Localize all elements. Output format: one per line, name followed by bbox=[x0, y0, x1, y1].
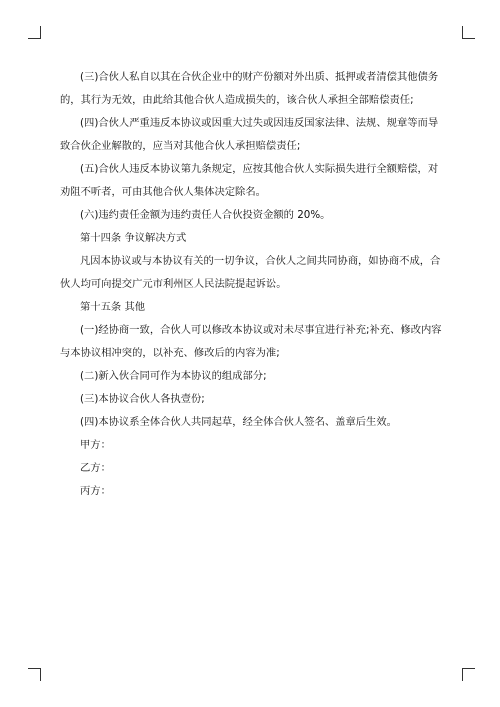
signature-party-c: 丙方： bbox=[80, 485, 111, 497]
article-15-item-4: (四)本协议系全体合伙人共同起草，经全体合伙人签名、盖章后生效。 bbox=[80, 416, 397, 428]
signature-party-b: 乙方： bbox=[80, 462, 111, 474]
crop-mark-bottom-right bbox=[462, 668, 475, 681]
article-15-item-3: (三)本协议合伙人各执壹份; bbox=[80, 393, 205, 405]
crop-mark-top-left bbox=[28, 26, 41, 39]
clause-6-penalty: (六)违约责任金额为违约责任人合伙投资金额的 20%。 bbox=[80, 209, 331, 221]
document-body bbox=[60, 66, 442, 503]
article-15-heading: 第十五条 其他 bbox=[80, 301, 146, 313]
crop-mark-top-right bbox=[462, 26, 475, 39]
crop-mark-bottom-left bbox=[28, 668, 41, 681]
clause-3-pledge: (三)合伙人私自以其在合伙企业中的财产份额对外出质、抵押或者清偿其他债务的，其行为无效，由此给其他合伙人造成损失的，该合伙人承担全部赔偿责任; bbox=[60, 71, 439, 106]
article-14-heading: 第十四条 争议解决方式 bbox=[80, 232, 187, 244]
article-15-item-2: (二)新入伙合同可作为本协议的组成部分; bbox=[80, 370, 267, 382]
clause-5-expulsion: (五)合伙人违反本协议第九条规定，应按其他合伙人实际损失进行全额赔偿，对劝阻不听者，可由其他合伙人集体决定除名。 bbox=[60, 163, 439, 198]
clause-4-dissolution: (四)合伙人严重违反本协议或因重大过失或因违反国家法律、法规、规章等而导致合伙企业解散的，应当对其他合伙人承担赔偿责任; bbox=[60, 117, 439, 152]
signature-party-a: 甲方： bbox=[80, 439, 111, 451]
article-15-item-1: (一)经协商一致，合伙人可以修改本协议或对未尽事宜进行补充;补充、修改内容与本协议相冲突的，以补充、修改后的内容为准; bbox=[60, 324, 442, 359]
article-14-body: 凡因本协议或与本协议有关的一切争议，合伙人之间共同协商，如协商不成，合伙人均可向提交广元市利州区人民法院提起诉讼。 bbox=[60, 255, 441, 290]
